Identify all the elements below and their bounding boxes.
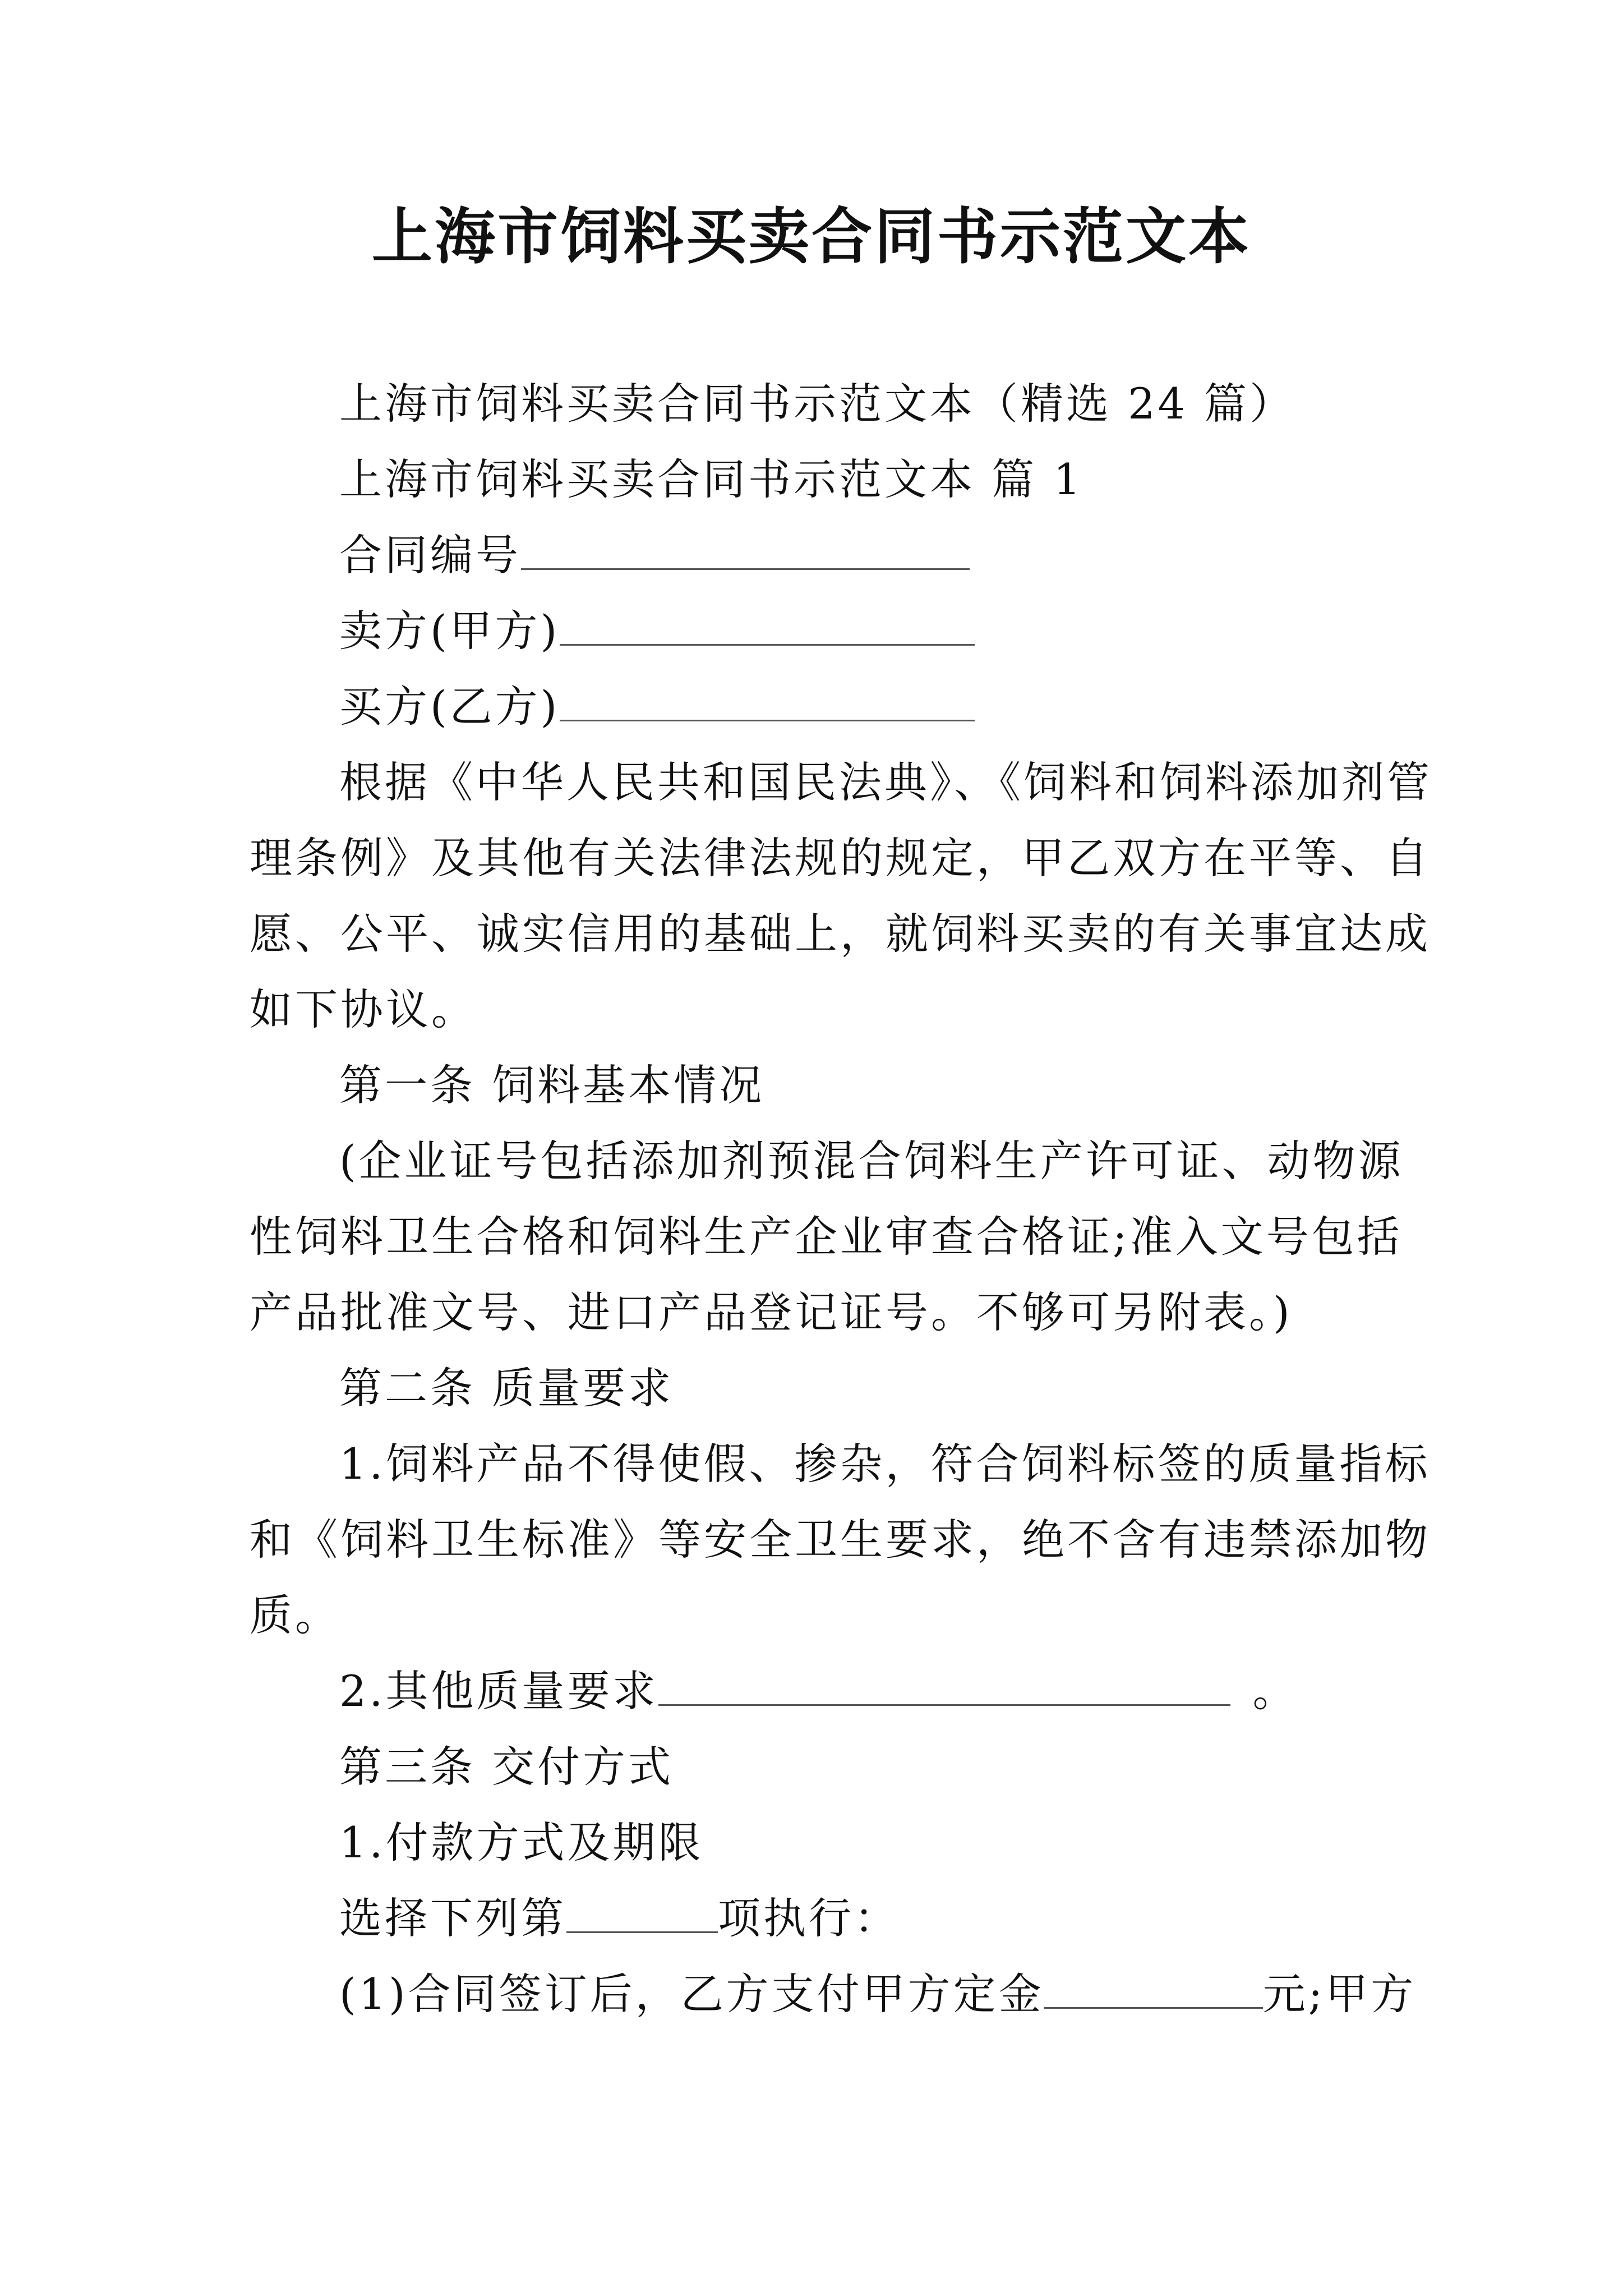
deposit-amount-blank: [1044, 1968, 1263, 2009]
document-subtitle: 上海市饲料买卖合同书示范文本（精选 24 篇）: [339, 379, 1295, 429]
article-1-note-line: 性饲料卫生合格和饲料生产企业审查合格证;准入文号包括: [250, 1212, 1403, 1262]
intro-paragraph-line: 愿、公平、诚实信用的基础上，就饲料买卖的有关事宜达成: [250, 909, 1431, 959]
choose-option-line: [339, 1890, 1388, 1947]
article-2-item-1-line: 1.饲料产品不得使假、掺杂，符合饲料标签的质量指标: [339, 1439, 1431, 1489]
intro-paragraph-line: 根据《中华人民共和国民法典》、《饲料和饲料添加剂管: [339, 757, 1432, 807]
article-2-item-1-line: 质。: [250, 1590, 340, 1640]
seller-field: [339, 603, 1388, 659]
seller-label: 卖方(甲方): [339, 606, 560, 656]
document-title: 上海市饲料买卖合同书示范文本: [371, 201, 1251, 272]
article-1-heading: 第一条 饲料基本情况: [339, 1060, 765, 1110]
other-quality-period: 。: [1252, 1666, 1298, 1716]
contract-number-field: [339, 527, 1388, 583]
buyer-blank: [560, 680, 975, 721]
seller-blank: [560, 605, 975, 646]
other-quality-label: 2.其他质量要求: [339, 1666, 658, 1716]
article-3-heading: 第三条 交付方式: [339, 1742, 674, 1792]
buyer-field: [339, 679, 1388, 735]
article-1-note-line: 产品批准文号、进口产品登记证号。不够可另附表。): [250, 1287, 1293, 1337]
article-2-item-1-line: 和《饲料卫生标准》等安全卫生要求，绝不含有违禁添加物: [250, 1515, 1431, 1565]
intro-paragraph-line: 理条例》及其他有关法律法规的规定，甲乙双方在平等、自: [250, 833, 1431, 883]
other-quality-blank: [658, 1665, 1230, 1706]
article-2-item-2: [339, 1663, 1388, 1719]
contract-number-label: 合同编号: [339, 530, 521, 580]
option-1-suffix: 元;甲方: [1262, 1969, 1417, 2019]
article-3-item-1: 1.付款方式及期限: [339, 1818, 704, 1867]
article-1-note-line: (企业证号包括添加剂预混合饲料生产许可证、动物源: [339, 1136, 1404, 1186]
buyer-label: 买方(乙方): [339, 682, 560, 731]
choose-suffix: 项执行：: [718, 1893, 900, 1943]
contract-number-blank: [521, 529, 970, 570]
choose-prefix: 选择下列第: [339, 1893, 566, 1943]
option-1-line: [339, 1966, 1417, 2022]
article-2-heading: 第二条 质量要求: [339, 1363, 674, 1413]
chapter-heading: 上海市饲料买卖合同书示范文本 篇 1: [339, 454, 1083, 504]
choose-option-blank: [566, 1892, 718, 1933]
intro-paragraph-line: 如下协议。: [250, 984, 477, 1034]
option-1-prefix: (1)合同签订后，乙方支付甲方定金: [339, 1969, 1044, 2019]
